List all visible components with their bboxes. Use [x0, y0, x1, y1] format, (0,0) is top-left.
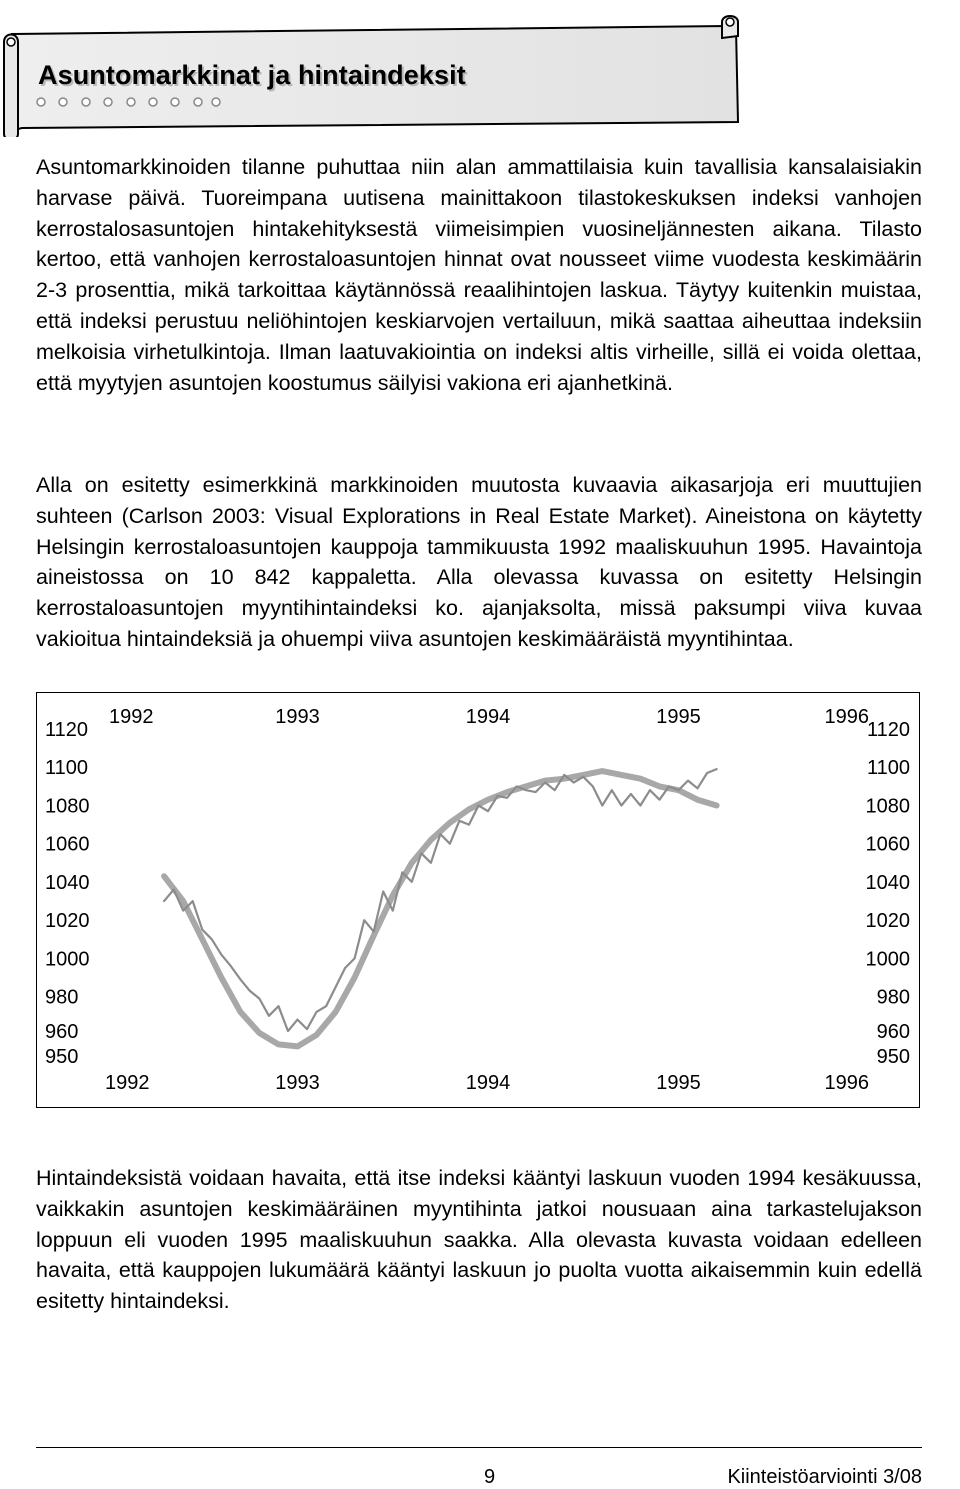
y-tick-label-left: 1080 [45, 795, 90, 818]
x-tick-label-top: 1994 [465, 706, 511, 728]
footer-divider [36, 1447, 922, 1448]
y-tick-label-left: 1000 [45, 948, 90, 971]
page-title: Asuntomarkkinat ja hintaindeksit [38, 60, 466, 90]
y-tick-label-right: 1100 [866, 757, 910, 780]
y-tick-label-left: 1100 [45, 757, 89, 780]
price-index-chart [36, 692, 920, 1108]
header-banner [0, 12, 745, 137]
series-line-constant-quality-index [164, 771, 717, 1046]
x-tick-label-bottom: 1994 [465, 1072, 511, 1094]
y-tick-label-right: 1120 [866, 719, 910, 741]
y-tick-label-right: 1080 [865, 795, 910, 818]
page-number: 9 [484, 1466, 496, 1488]
x-tick-label-bottom: 1993 [275, 1072, 320, 1094]
y-tick-label-left: 1020 [45, 910, 90, 933]
y-tick-label-left: 1040 [45, 871, 90, 894]
y-tick-label-right: 1000 [865, 948, 910, 971]
y-tick-label-right: 980 [876, 986, 910, 1009]
y-tick-label-right: 1040 [865, 871, 910, 894]
top-x-axis [109, 706, 869, 728]
footer-journal-title: Kiinteistöarviointi 3/08 [727, 1466, 922, 1488]
x-tick-label-top: 1993 [275, 706, 320, 728]
y-tick-label-right: 1060 [865, 833, 910, 856]
series-layer [164, 769, 717, 1046]
x-tick-label-bottom: 1995 [656, 1072, 701, 1094]
y-tick-label-right: 950 [876, 1046, 910, 1068]
body-paragraph-2: Alla on esitetty esimerkkinä markkinoiden muutosta kuvaavia aikasarjoja eri muuttujien suhteen (Carlson 2003: Visual Explorations in Real Estate Market). Aineistona on käytetty Helsingin kerrostaloasuntojen kauppoja tammikuusta 1992 maaliskuuhun 1995. Havaintoja aineistossa on 10 842 kappaletta. Alla olevassa kuvassa on esitetty Helsingin kerrostaloasuntojen myyntihintaindeksi ko. ajanjaksolta, missä paksumpi viiva kuvaa vakioitua hintaindeksiä ja ohuempi viiva asuntojen keskimääräistä myyntihintaa. [36, 473, 922, 651]
y-tick-label-left: 1120 [45, 719, 89, 741]
chart-canvas [37, 693, 918, 1106]
y-tick-label-left: 1060 [45, 833, 90, 856]
body-paragraph-3: Hintaindeksistä voidaan havaita, että itse indeksi kääntyi laskuun vuoden 1994 kesäkuussa, vaikkakin asuntojen keskimääräinen myyntihinta jatkoi nousuaan aina tarkastelujakson loppuun eli vuoden 1995 maaliskuuhun saakka. Alla olevasta kuvasta voidaan edelleen havaita, että kauppojen lukumäärä kääntyi laskuun jo puolta vuotta aikaisemmin kuin edellä esitetty hintaindeksi. [36, 1166, 922, 1314]
y-tick-label-right: 960 [876, 1020, 910, 1043]
y-tick-label-right: 1020 [865, 910, 910, 933]
body-paragraph-1: Asuntomarkkinoiden tilanne puhuttaa niin alan ammattilaisia kuin tavallisia kansalaisiakin harvase päivä. Tuoreimpana uutisena mainittakoon tilastokeskuksen indeksi vanhojen kerrostalosasuntojen hintakehityksestä viimeisimpien vuosineljännesten aikana. Tilasto kertoo, että vanhojen kerrostaloasuntojen hinnat ovat nousseet viime vuodesta keskimäärin 2-3 prosenttia, mikä tarkoittaa käytännössä reaalihintojen laskua. Täytyy kuitenkin muistaa, että indeksi perustuu neliöhintojen keskiarvojen vertailuun, mikä saattaa aiheuttaa indeksiin melkoisia virhetulkintoja. Ilman laatuvakiointia on indeksi altis virheille, sillä ei voida olettaa, että myytyjen asuntojen koostumus säilyisi vakiona eri ajanhetkinä. [36, 155, 922, 395]
x-tick-label-top: 1996 [824, 706, 869, 728]
x-tick-label-top: 1992 [109, 706, 154, 728]
x-tick-label-bottom: 1996 [824, 1072, 869, 1094]
y-tick-label-left: 980 [45, 986, 79, 1009]
left-y-axis [45, 719, 90, 1068]
series-line-average-price [164, 769, 717, 1031]
x-tick-label-top: 1995 [656, 706, 701, 728]
x-tick-label-bottom: 1992 [105, 1072, 150, 1094]
y-tick-label-left: 960 [45, 1020, 79, 1043]
bottom-x-axis [105, 1072, 869, 1094]
y-tick-label-left: 950 [45, 1046, 79, 1068]
right-y-axis [866, 719, 911, 1068]
